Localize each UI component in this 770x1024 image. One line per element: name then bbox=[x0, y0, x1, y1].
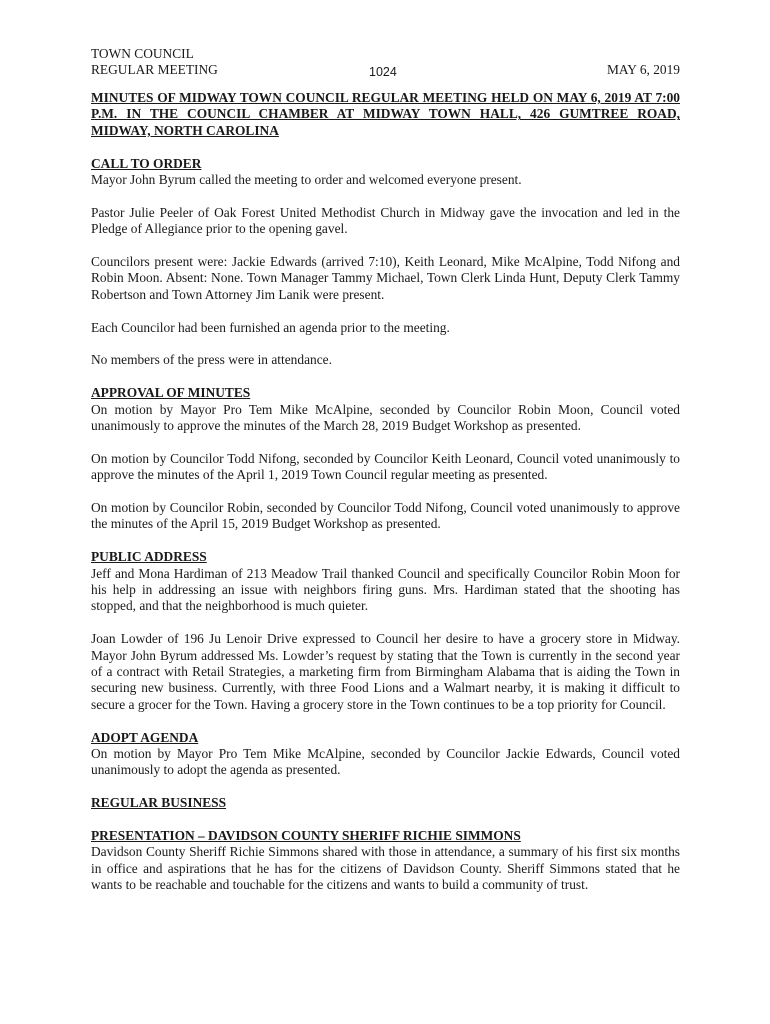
header-org bbox=[91, 46, 218, 79]
section-heading: PUBLIC ADDRESS bbox=[91, 549, 207, 565]
section-heading: APPROVAL OF MINUTES bbox=[91, 385, 251, 401]
paragraph: On motion by Councilor Todd Nifong, seconded by Councilor Keith Leonard, Council voted unanimously to approve the minutes of the April 1, 2019 Town Council regular meeting as presented. bbox=[91, 450, 680, 483]
section-public-address bbox=[91, 549, 680, 713]
section-regular-business bbox=[91, 795, 680, 811]
document-page bbox=[91, 46, 680, 894]
paragraph: On motion by Mayor Pro Tem Mike McAlpine, seconded by Councilor Jackie Edwards, Council voted unanimously to adopt the agenda as presented. bbox=[91, 746, 680, 778]
document-title: MINUTES OF MIDWAY TOWN COUNCIL REGULAR MEETING HELD ON MAY 6, 2019 AT 7:00 P.M. IN THE COUNCIL CHAMBER AT MIDWAY TOWN HALL, 426 GUMTREE ROAD, MIDWAY, NORTH CAROLINA bbox=[91, 90, 680, 138]
paragraph: Each Councilor had been furnished an agenda prior to the meeting. bbox=[91, 319, 450, 335]
section-heading: CALL TO ORDER bbox=[91, 155, 202, 171]
paragraph: Pastor Julie Peeler of Oak Forest United Methodist Church in Midway gave the invocation and led in the Pledge of Allegiance prior to the opening gavel. bbox=[91, 204, 680, 237]
paragraph: On motion by Mayor Pro Tem Mike McAlpine, seconded by Councilor Robin Moon, Council voted unanimously to approve the minutes of the March 28, 2019 Budget Workshop as presented. bbox=[91, 401, 680, 434]
section-approval-of-minutes bbox=[91, 385, 680, 533]
paragraph: On motion by Councilor Robin, seconded by Councilor Todd Nifong, Council voted unanimously to approve the minutes of the April 15, 2019 Budget Workshop as presented. bbox=[91, 500, 680, 532]
header-org-line1: TOWN COUNCIL bbox=[91, 46, 194, 61]
paragraph: Mayor John Byrum called the meeting to order and welcomed everyone present. bbox=[91, 172, 522, 188]
page-number: 1024 bbox=[369, 65, 397, 79]
page-header bbox=[91, 46, 680, 80]
section-adopt-agenda bbox=[91, 730, 680, 779]
paragraph: Davidson County Sheriff Richie Simmons shared with those in attendance, a summary of his first six months in office and aspirations that he has for the citizens of Davidson County. Sheriff Simmons stated that he wants to be reachable and touchable for the citizens and wants to build a community of trust. bbox=[91, 844, 680, 893]
section-call-to-order bbox=[91, 156, 680, 369]
paragraph: Joan Lowder of 196 Ju Lenoir Drive expressed to Council her desire to have a grocery store in Midway. Mayor John Byrum addressed Ms. Lowder’s request by stating that the Town is currently in the second year of a contract with Retail Strategies, a marketing firm from Birmingham Alabama that is aiding the Town in securing new business. Currently, with three Food Lions and a Walmart nearby, it is making it difficult to secure a grocer for the Town. Having a grocery store in the Town continues to be a top priority for Council. bbox=[91, 631, 680, 712]
paragraph: Jeff and Mona Hardiman of 213 Meadow Trail thanked Council and specifically Councilor Robin Moon for his help in addressing an issue with neighbors firing guns. Mrs. Hardiman stated that the shooting has stopped, and that the neighborhood is much quieter. bbox=[91, 565, 680, 614]
paragraph: Councilors present were: Jackie Edwards (arrived 7:10), Keith Leonard, Mike McAlpine, Todd Nifong and Robin Moon. Absent: None. Town Manager Tammy Michael, Town Clerk Linda Hunt, Deputy Clerk Tammy Robertson and Town Attorney Jim Lanik were present. bbox=[91, 254, 680, 302]
section-heading: PRESENTATION – DAVIDSON COUNTY SHERIFF RICHIE SIMMONS bbox=[91, 828, 521, 844]
section-presentation bbox=[91, 828, 680, 894]
header-org-line2: REGULAR MEETING bbox=[91, 62, 218, 78]
paragraph: No members of the press were in attendance. bbox=[91, 352, 332, 368]
header-date: MAY 6, 2019 bbox=[606, 62, 680, 78]
section-heading: REGULAR BUSINESS bbox=[91, 795, 227, 811]
section-heading: ADOPT AGENDA bbox=[91, 729, 199, 745]
